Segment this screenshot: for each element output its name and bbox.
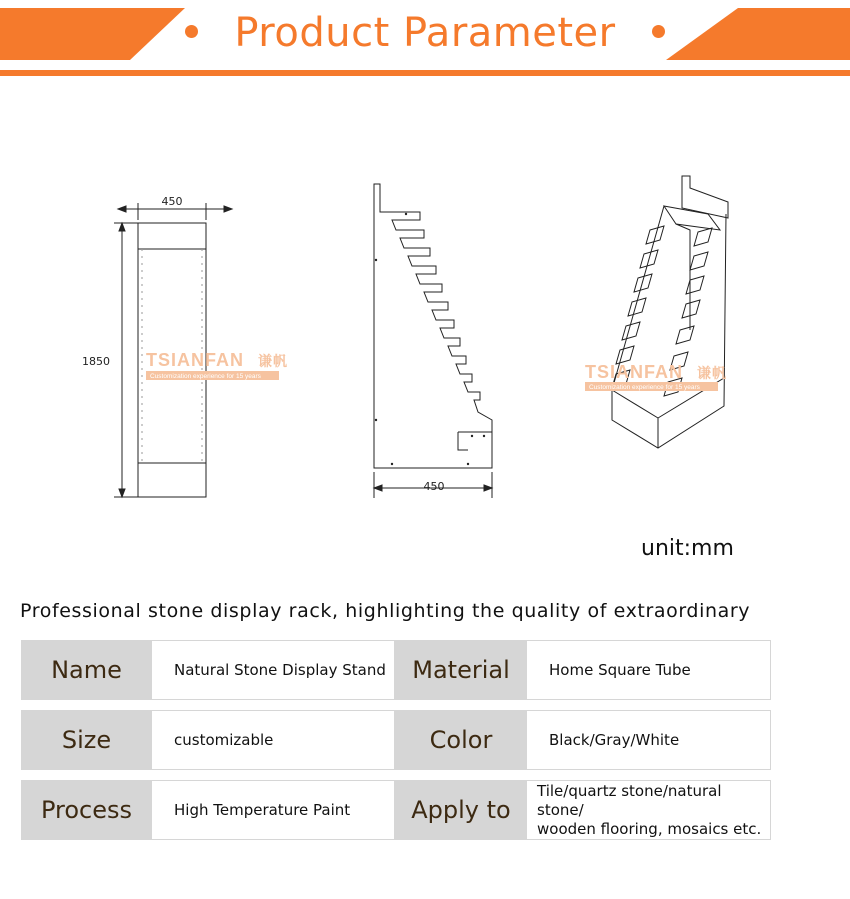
svg-text:谦帆: 谦帆 — [697, 365, 727, 381]
spec-value: customizable — [152, 710, 395, 770]
isometric-view-drawing — [580, 170, 750, 460]
side-view-drawing — [360, 180, 510, 510]
spec-row — [21, 780, 771, 840]
front-height-label: 1850 — [82, 355, 110, 368]
spec-value: Home Square Tube — [527, 640, 771, 700]
svg-text:谦帆: 谦帆 — [258, 353, 288, 369]
spec-row — [21, 710, 771, 770]
spec-label: Apply to — [395, 780, 527, 840]
spec-label: Name — [21, 640, 152, 700]
spec-value: Black/Gray/White — [527, 710, 771, 770]
svg-text:TSIANFAN: TSIANFAN — [146, 350, 244, 370]
front-width-label: 450 — [161, 195, 183, 208]
svg-text:TSIANFAN: TSIANFAN — [585, 362, 683, 382]
spec-label: Size — [21, 710, 152, 770]
svg-text:Customization experience for 1: Customization experience for 15 years — [589, 384, 700, 391]
spec-value: High Temperature Paint — [152, 780, 395, 840]
spec-row — [21, 640, 771, 700]
front-view-drawing — [70, 185, 288, 515]
product-tagline: Professional stone display rack, highlighting the quality of extraordinary — [20, 600, 751, 622]
watermark-logo — [146, 350, 288, 380]
spec-label: Color — [395, 710, 527, 770]
header-banner — [0, 0, 850, 80]
unit-note: unit:mm — [641, 536, 734, 561]
side-width-label: 450 — [423, 480, 445, 493]
page-title: Product Parameter — [0, 10, 850, 56]
bullet-dot-left — [185, 25, 198, 38]
spec-label: Material — [395, 640, 527, 700]
spec-value: Natural Stone Display Stand — [152, 640, 395, 700]
spec-label: Process — [21, 780, 152, 840]
svg-text:Customization experience for 1: Customization experience for 15 years — [150, 373, 261, 380]
bullet-dot-right — [652, 25, 665, 38]
watermark-logo-iso — [585, 362, 727, 391]
spec-value: Tile/quartz stone/natural stone/ wooden flooring, mosaics etc. — [527, 780, 771, 840]
